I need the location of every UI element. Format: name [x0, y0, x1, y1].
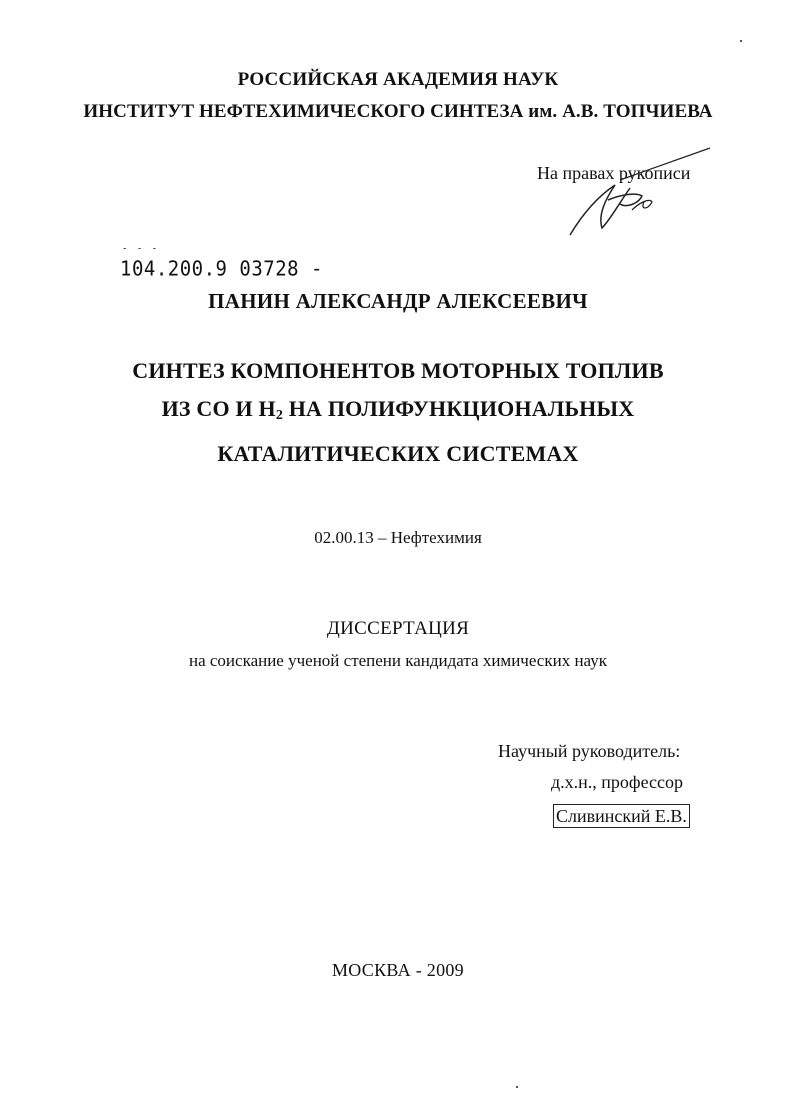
advisor-name: Сливинский Е.В. [553, 804, 690, 828]
manuscript-rights: На правах рукописи [537, 163, 691, 183]
dissertation-title [0, 352, 796, 473]
title-line-2-pre: ИЗ CO И H [161, 396, 276, 421]
registration-prefix-marks: - - - [122, 244, 160, 255]
specialty-code: 02.00.13 – Нефтехимия [314, 528, 482, 547]
institute-name: ИНСТИТУТ НЕФТЕХИМИЧЕСКОГО СИНТЕЗА им. А.В. ТОПЧИЕВА [83, 101, 713, 122]
registration-dash: - [311, 257, 323, 281]
author-name: ПАНИН АЛЕКСАНДР АЛЕКСЕЕВИЧ [208, 289, 588, 313]
academy-name: РОССИЙСКАЯ АКАДЕМИЯ НАУК [237, 69, 559, 90]
signature [560, 140, 730, 240]
title-line-2 [0, 390, 796, 435]
registration-number-text: 104.200.9 03728 [120, 257, 300, 281]
registration-number [120, 244, 323, 281]
advisor-rank: д.х.н., профессор [551, 772, 684, 792]
scan-speck [740, 40, 742, 42]
title-line-1: СИНТЕЗ КОМПОНЕНТОВ МОТОРНЫХ ТОПЛИВ [132, 358, 664, 383]
document-type: ДИССЕРТАЦИЯ [326, 618, 470, 639]
title-line-2-post: НА ПОЛИФУНКЦИОНАЛЬНЫХ [283, 396, 635, 421]
city-year: МОСКВА - 2009 [331, 960, 464, 980]
advisor-role: Научный руководитель: [498, 741, 681, 761]
degree-line: на соискание ученой степени кандидата химических наук [188, 651, 607, 670]
title-line-3: КАТАЛИТИЧЕСКИХ СИСТЕМАХ [217, 441, 579, 466]
title-line-2-sub: 2 [275, 408, 284, 423]
scan-speck [516, 1086, 518, 1088]
